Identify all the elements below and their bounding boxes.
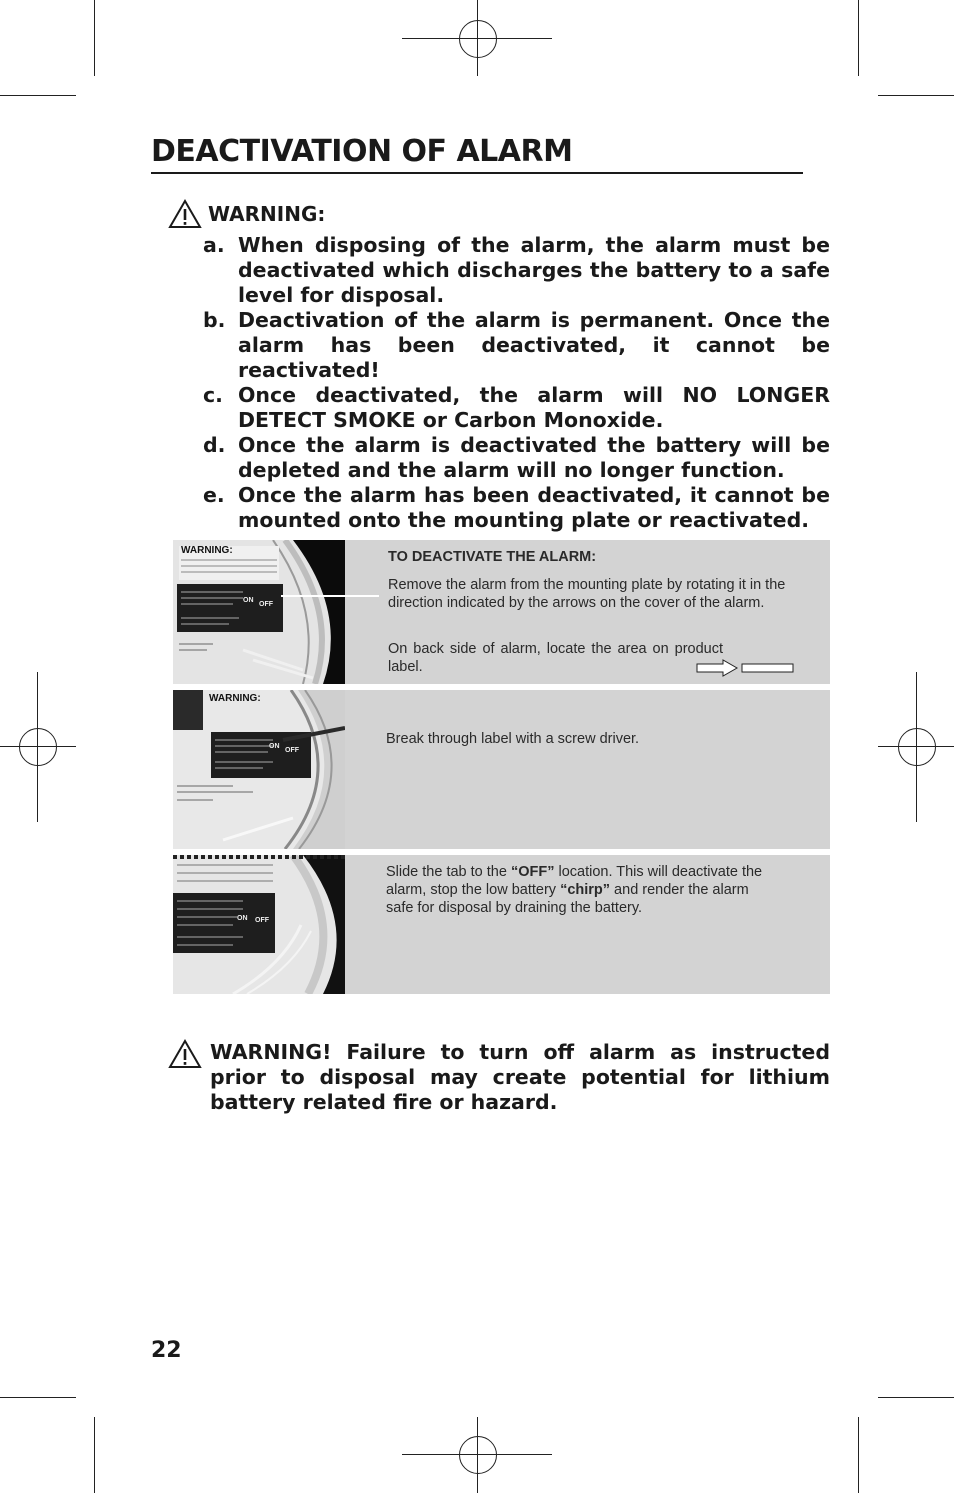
photo-label-off: OFF: [255, 917, 269, 924]
registration-circle: [459, 20, 497, 58]
step3-text-middle: location. This will deactivate the alarm, stop the low battery: [386, 864, 763, 898]
registration-circle: [459, 1436, 497, 1474]
warning-triangle-icon: [168, 199, 202, 229]
warning-item-letter: d.: [203, 433, 226, 457]
step3-text-after: and render the alarm safe for disposal by draining the battery.: [386, 882, 749, 916]
photo-label-on: ON: [237, 915, 248, 922]
warning-item: [203, 433, 830, 483]
registration-circle: [19, 728, 57, 766]
step3-off-label: “OFF”: [510, 864, 555, 880]
warning-item-text: Once the alarm has been deactivated, it cannot be mounted onto the mounting plate or reactivated.: [238, 483, 830, 532]
step1-heading: TO DEACTIVATE THE ALARM:: [388, 549, 597, 565]
warning-item-letter: b.: [203, 308, 226, 332]
alarm-photo-3: [173, 855, 345, 994]
crop-mark: [858, 1417, 859, 1493]
photo-label-on: ON: [269, 743, 280, 750]
photo-label-off: OFF: [259, 601, 273, 608]
pointer-line: [311, 595, 379, 597]
warning-item-letter: a.: [203, 233, 225, 257]
warning-item: [203, 383, 830, 433]
alarm-photo-2: [173, 690, 345, 849]
warning-label: WARNING:: [208, 202, 326, 226]
registration-circle: [898, 728, 936, 766]
step2-text: Break through label with a screw driver.: [386, 731, 640, 747]
step3-chirp-label: “chirp”: [560, 882, 611, 898]
warning-item: [203, 233, 830, 308]
photo-label-off: OFF: [285, 747, 299, 754]
warning-item-letter: e.: [203, 483, 225, 507]
warning-item-text: When disposing of the alarm, the alarm must be deactivated which discharges the battery to a safe level for disposal.: [238, 233, 830, 307]
warning-list: [203, 233, 830, 533]
crop-mark: [858, 0, 859, 76]
crop-mark: [94, 0, 95, 76]
step1-para2: On back side of alarm, locate the area on product label.: [388, 641, 723, 675]
crop-mark: [878, 1397, 954, 1398]
warning-triangle-icon: [168, 1039, 202, 1069]
warning-item-letter: c.: [203, 383, 223, 407]
page-number: 22: [151, 1338, 182, 1363]
bottom-warning: [168, 1040, 830, 1115]
crop-mark: [878, 95, 954, 96]
warning-item: [203, 483, 830, 533]
step3-text-before: Slide the tab to the: [386, 864, 511, 880]
alarm-photo-1: [173, 540, 345, 684]
step1-para1: Remove the alarm from the mounting plate by rotating it in the direction indicated by the arrows on the cover of the alarm.: [388, 577, 786, 611]
warning-item-text: Once deactivated, the alarm will NO LONGER DETECT SMOKE or Carbon Monoxide.: [238, 383, 830, 432]
crop-mark: [94, 1417, 95, 1493]
crop-mark: [0, 95, 76, 96]
photo-label-on: ON: [243, 597, 254, 604]
page-title: DEACTIVATION OF ALARM: [151, 134, 803, 174]
bottom-warning-text: WARNING! Failure to turn off alarm as instructed prior to disposal may create potential for lithium battery related fire or hazard.: [210, 1040, 830, 1114]
photo-label-warning: WARNING:: [209, 693, 261, 704]
step-panel-2: [173, 690, 830, 849]
step-panel-1: [173, 540, 830, 684]
warning-item-text: Deactivation of the alarm is permanent. Once the alarm has been deactivated, it cannot be reactivated!: [238, 308, 830, 382]
arrow-right-icon: [695, 659, 795, 677]
crop-mark: [0, 1397, 76, 1398]
warning-item: [203, 308, 830, 383]
warning-item-text: Once the alarm is deactivated the battery will be depleted and the alarm will no longer function.: [238, 433, 830, 482]
photo-label-warning: WARNING:: [181, 545, 233, 556]
step3-text: [386, 863, 766, 917]
step-panel-3: [173, 855, 830, 994]
warning-header: [168, 199, 325, 229]
